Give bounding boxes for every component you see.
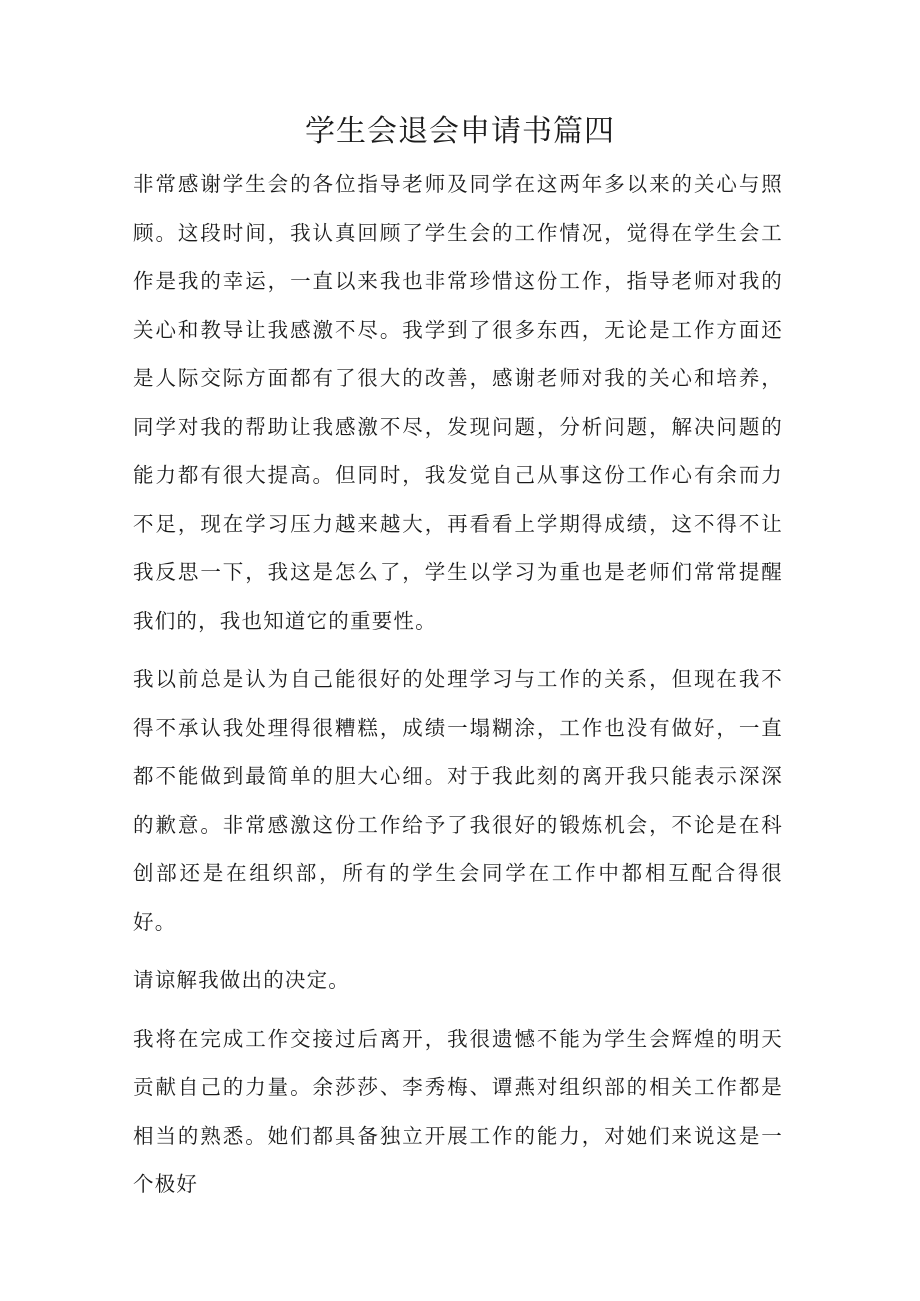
paragraph-4: 我将在完成工作交接过后离开，我很遗憾不能为学生会辉煌的明天贡献自己的力量。余莎莎、李秀梅、谭燕对组织部的相关工作都是相当的熟悉。她们都具备独立开展工作的能力，对她们来说这是一个极好 [133, 1026, 783, 1196]
paragraph-2: 我以前总是认为自己能很好的处理学习与工作的关系，但现在我不得不承认我处理得很糟糕，成绩一塌糊涂，工作也没有做好，一直都不能做到最简单的胆大心细。对于我此刻的离开我只能表示深深的歉意。非常感激这份工作给予了我很好的锻炼机会，不论是在科创部还是在组织部，所有的学生会同学在工作中都相互配合得很好。 [133, 667, 783, 934]
document-body [133, 160, 783, 1209]
paragraph-3: 请谅解我做出的决定。 [133, 968, 350, 992]
document-title: 学生会退会申请书篇四 [305, 114, 615, 149]
paragraph-1: 非常感谢学生会的各位指导老师及同学在这两年多以来的关心与照顾。这段时间，我认真回顾了学生会的工作情况，觉得在学生会工作是我的幸运，一直以来我也非常珍惜这份工作，指导老师对我的关心和教导让我感激不尽。我学到了很多东西，无论是工作方面还是人际交际方面都有了很大的改善，感谢老师对我的关心和培养，同学对我的帮助让我感激不尽，发现问题，分析问题，解决问题的能力都有很大提高。但同时，我发觉自己从事这份工作心有余而力不足，现在学习压力越来越大，再看看上学期得成绩，这不得不让我反思一下，我这是怎么了，学生以学习为重也是老师们常常提醒我们的，我也知道它的重要性。 [133, 172, 783, 633]
